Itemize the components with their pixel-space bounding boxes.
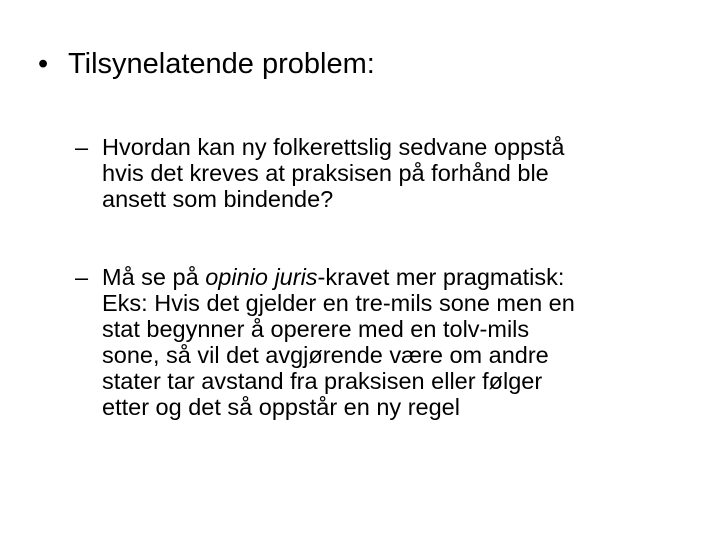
sub-bullet-1-line-3: ansett som bindende?: [102, 186, 334, 212]
sub-bullet-2-line-2: Eks: Hvis det gjelder en tre-mils sone men en: [102, 290, 575, 316]
dash-marker: –: [75, 264, 89, 290]
sub-bullet-2-line-1: [102, 264, 575, 290]
sub-bullet-2-line-6: etter og det så oppstår en ny regel: [102, 394, 460, 420]
main-bullet-text: Tilsynelatende problem:: [68, 48, 375, 80]
dash-marker: –: [75, 134, 89, 160]
sub-bullet-2-line-5: stater tar avstand fra praksisen eller følger: [102, 368, 543, 394]
first-line-before: Må se på: [102, 264, 206, 290]
opinio-juris-term: opinio juris: [205, 264, 318, 290]
sub-bullet-1-text: [102, 134, 564, 212]
sub-bullet-1-line-2: hvis det kreves at praksisen på forhånd ble: [102, 160, 549, 186]
sub-bullet-2-line-3: stat begynner å operere med en tolv-mils: [102, 316, 530, 342]
sub-bullet-1: [75, 134, 675, 212]
sub-bullet-2: [75, 264, 675, 420]
first-line-after: -kravet mer pragmatisk:: [317, 264, 565, 290]
sub-bullet-2-line-4: sone, så vil det avgjørende være om andre: [102, 342, 549, 368]
sub-bullet-2-text: [102, 264, 575, 420]
main-bullet: [38, 46, 375, 82]
bullet-marker: •: [38, 48, 49, 80]
sub-bullet-1-line-1: Hvordan kan ny folkerettslig sedvane oppstå: [102, 134, 565, 160]
